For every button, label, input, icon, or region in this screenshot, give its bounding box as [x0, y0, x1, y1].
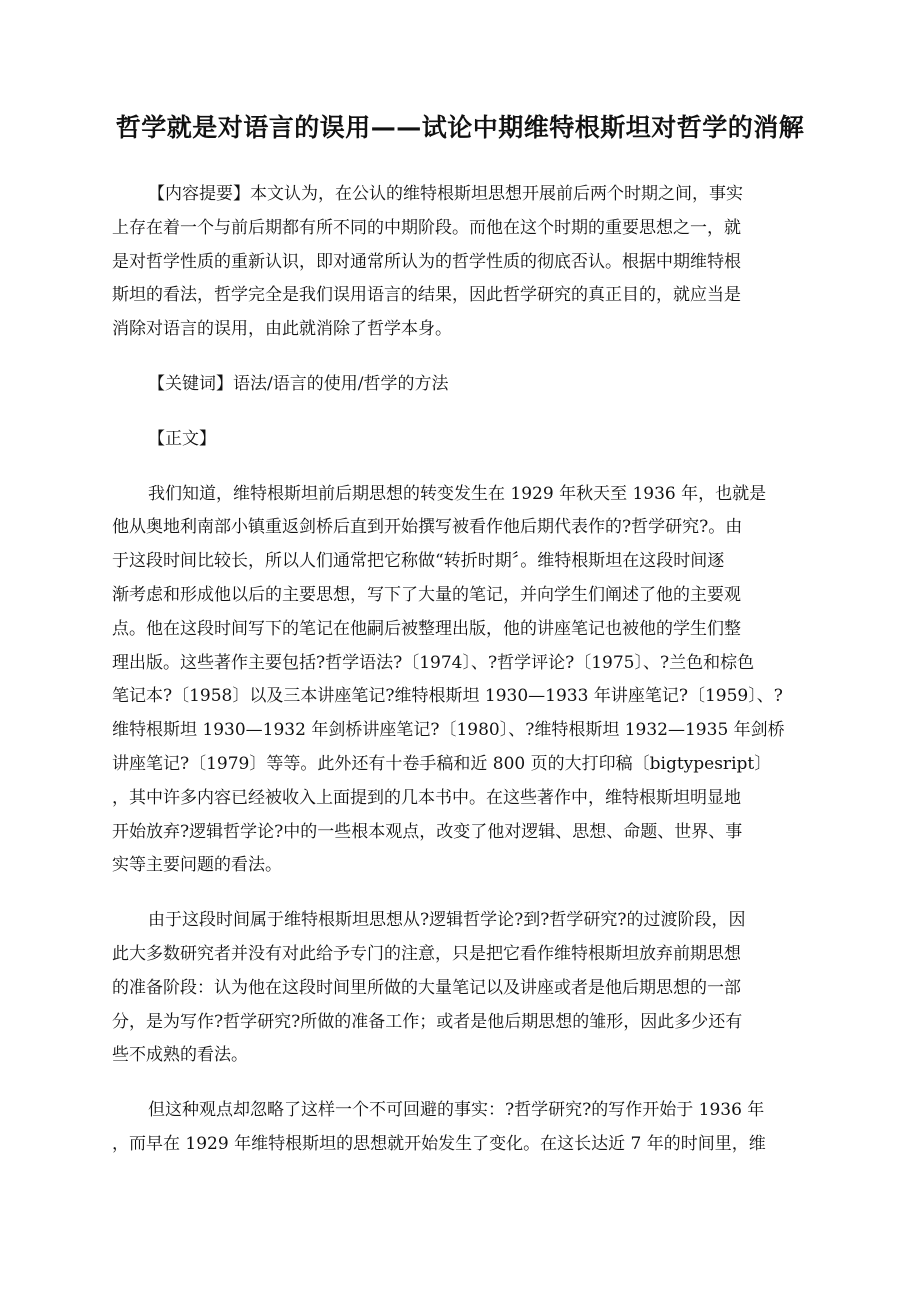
text-line: 【内容提要】本文认为，在公认的维特根斯坦思想开展前后两个时期之间，事实 [148, 184, 743, 204]
text-line: 【关键词】语法/语言的使用/哲学的方法 [148, 373, 449, 394]
text-line: 渐考虑和形成他以后的主要思想，写下了大量的笔记，并向学生们阐述了他的主要观 [112, 584, 741, 605]
text-line: 斯坦的看法，哲学完全是我们误用语言的结果，因此哲学研究的真正目的，就应当是 [112, 285, 741, 306]
text-line: 维特根斯坦 1930—1932 年剑桥讲座笔记?〔1980〕、?维特根斯坦 1932—1935 年剑桥 [112, 720, 785, 741]
text-line: 分，是为写作?哲学研究?所做的准备工作；或者是他后期思想的雏形，因此多少还有 [112, 1011, 743, 1032]
text-line: 些不成熟的看法。 [112, 1045, 248, 1066]
text-line: 的准备阶段：认为他在这段时间里所做的大量笔记以及讲座或者是他后期思想的一部 [112, 977, 741, 998]
text-line: 他从奥地利南部小镇重返剑桥后直到开始撰写被看作他后期代表作的?哲学研究?。由 [112, 517, 743, 538]
text-line: 实等主要问题的看法。 [112, 855, 282, 876]
text-line: 理出版。这些著作主要包括?哲学语法?〔1974〕、?哲学评论?〔1975〕、?兰色和棕色 [112, 652, 755, 673]
text-line: 由于这段时间属于维特根斯坦思想从?逻辑哲学论?到?哲学研究?的过渡阶段，因 [148, 910, 746, 931]
body-paragraph [112, 478, 802, 884]
text-line: 是对哲学性质的重新认识，即对通常所认为的哲学性质的彻底否认。根据中期维特根 [112, 251, 741, 272]
text-line: ，其中许多内容已经被收入上面提到的几本书中。在这些著作中，维特根斯坦明显地 [112, 787, 741, 808]
body-paragraph [112, 1094, 802, 1162]
text-line: ，而早在 1929 年维特根斯坦的思想就开始发生了变化。在这长达近 7 年的时间里，维 [112, 1133, 766, 1154]
keywords-paragraph [112, 368, 802, 402]
document-body [112, 178, 802, 1183]
abstract-paragraph [112, 178, 802, 347]
main-text-heading [112, 423, 802, 457]
text-line: 开始放弃?逻辑哲学论?中的一些根本观点，改变了他对逻辑、思想、命题、世界、事 [112, 821, 743, 842]
text-line: 笔记本?〔1958〕以及三本讲座笔记?维特根斯坦 1930—1933 年讲座笔记?〔1959〕、? [112, 686, 783, 707]
text-line: 讲座笔记?〔1979〕等等。此外还有十卷手稿和近 800 页的大打印稿〔bigtypesript〕 [112, 753, 772, 774]
text-line: 但这种观点却忽略了这样一个不可回避的事实：?哲学研究?的写作开始于 1936 年 [148, 1100, 765, 1121]
text-line: 我们知道，维特根斯坦前后期思想的转变发生在 1929 年秋天至 1936 年，也就是 [148, 483, 767, 504]
document-title: 哲学就是对语言的误用——试论中期维特根斯坦对哲学的消解 [115, 113, 805, 142]
body-paragraph [112, 904, 802, 1073]
text-line: 此大多数研究者并没有对此给予专门的注意，只是把它看作维特根斯坦放弃前期思想 [112, 943, 741, 964]
text-line: 上存在着一个与前后期都有所不同的中期阶段。而他在这个时期的重要思想之一，就 [112, 217, 741, 238]
text-line: 点。他在这段时间写下的笔记在他嗣后被整理出版，他的讲座笔记也被他的学生们整 [112, 618, 741, 639]
text-line: 【正文】 [148, 428, 216, 449]
text-line: 消除对语言的误用，由此就消除了哲学本身。 [112, 319, 452, 340]
text-line: 于这段时间比较长，所以人们通常把它称做“转折时期〞。维特根斯坦在这段时间逐 [112, 551, 725, 572]
